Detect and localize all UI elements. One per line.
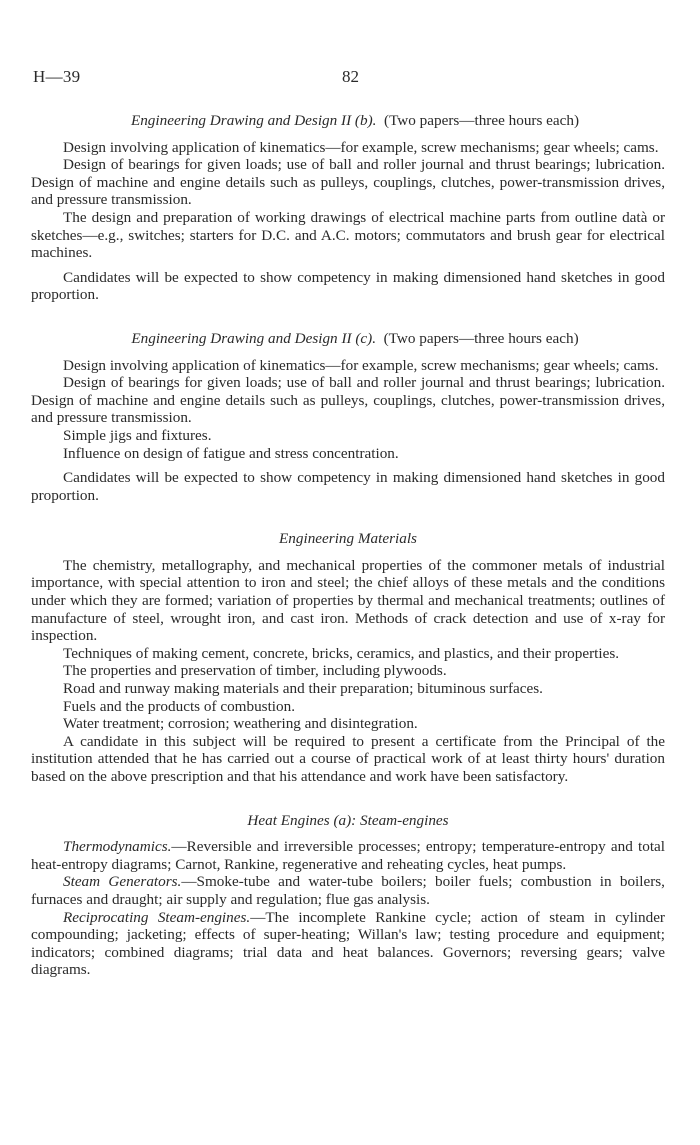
section-note: (Two papers—three hours each) xyxy=(384,112,580,129)
paragraph: Design involving application of kinematics—for example, screw mechanisms; gear wheels; cams. xyxy=(63,356,659,374)
paragraph-label: Steam Generators. xyxy=(63,873,182,891)
paragraph: Design of bearings for given loads; use of ball and roller journal and thrust bearings; lubrication. Design of machine and engine details such as pulleys, couplings, clutches, power-transmission drives, and pressure transmission. xyxy=(31,156,665,209)
section-note: (Two papers—three hours each) xyxy=(383,329,579,347)
paragraph: Candidates will be expected to show competency in making dimensioned hand sketches in good proportion. xyxy=(31,469,665,504)
paragraph: Influence on design of fatigue and stress concentration. xyxy=(63,444,399,462)
paragraph-text: —Reversible and irreversible processes; entropy; temperature-entropy and total heat-entropy diagrams; Carnot, Rankine, regenerative and reheating cycles, heat pumps. xyxy=(31,838,665,873)
section-heading xyxy=(31,530,665,548)
paragraph: Simple jigs and fixtures. xyxy=(63,426,212,444)
paragraph: Design of bearings for given loads; use of ball and roller journal and thrust bearings; lubrication. Design of machine and engine details such as pulleys, couplings, clutches, power-transmission drives, and pressure transmission. xyxy=(31,374,665,427)
paragraph: Design involving application of kinematics—for example, screw mechanisms; gear wheels; cams. xyxy=(63,138,659,156)
paragraph xyxy=(31,873,665,908)
section-title: Engineering Drawing and Design II (b). xyxy=(130,112,377,129)
paragraph: A candidate in this subject will be required to present a certificate from the Principal of the institution attended that he has carried out a course of practical work of at least thirty hours' duration based on the above prescription and that his attendance and work have been satisfactory. xyxy=(31,732,665,785)
page-code: H—39 xyxy=(33,67,81,86)
paragraph: Fuels and the products of combustion. xyxy=(63,697,296,715)
paragraph xyxy=(31,909,665,979)
section-heading xyxy=(45,112,665,130)
paragraph: Road and runway making materials and their preparation; bituminous surfaces. xyxy=(63,680,543,698)
section-heading xyxy=(31,812,665,830)
paragraph: The design and preparation of working drawings of electrical machine parts from outline datà or sketches—e.g., switches; starters for D.C. and A.C. motors; commutators and brush gear for electrical machines. xyxy=(31,208,665,262)
section-title: Engineering Drawing and Design II (c). xyxy=(131,329,377,347)
page-body xyxy=(31,112,665,979)
section-heading xyxy=(45,330,665,348)
paragraph: Candidates will be expected to show competency in making dimensioned hand sketches in good proportion. xyxy=(31,268,665,304)
paragraph-text: —The incomplete Rankine cycle; action of steam in cylinder compounding; jacketing; effects of super-heating; Willan's law; testing procedure and equipment; indicators; combined diagrams; trial data and heat balances. Governors; reversing gears; valve diagrams. xyxy=(31,908,665,979)
paragraph: The chemistry, metallography, and mechanical properties of the commoner metals of industrial importance, with special attention to iron and steel; the chief alloys of these metals and the conditions under which they are formed; variation of properties by thermal and mechanical treatments; outlines of manufacture of steel, wrought iron, and cast iron. Methods of crack detection and use of x-ray for inspection. xyxy=(31,556,665,645)
paragraph: Techniques of making cement, concrete, bricks, ceramics, and plastics, and their properties. xyxy=(63,644,620,662)
paragraph-label: Thermodynamics. xyxy=(63,838,172,856)
page-number: 82 xyxy=(342,67,359,86)
section-title: Heat Engines (a): Steam-engines xyxy=(247,811,449,829)
paragraph-text: —Smoke-tube and water-tube boilers; boiler fuels; combustion in boilers, furnaces and draught; air supply and regulation; flue gas analysis. xyxy=(31,873,665,908)
paragraph: Water treatment; corrosion; weathering and disintegration. xyxy=(63,715,418,733)
paragraph-label: Reciprocating Steam-engines. xyxy=(63,908,251,926)
section-title: Engineering Materials xyxy=(279,530,417,548)
paragraph: The properties and preservation of timber, including plywoods. xyxy=(63,662,447,680)
paragraph xyxy=(31,838,665,873)
